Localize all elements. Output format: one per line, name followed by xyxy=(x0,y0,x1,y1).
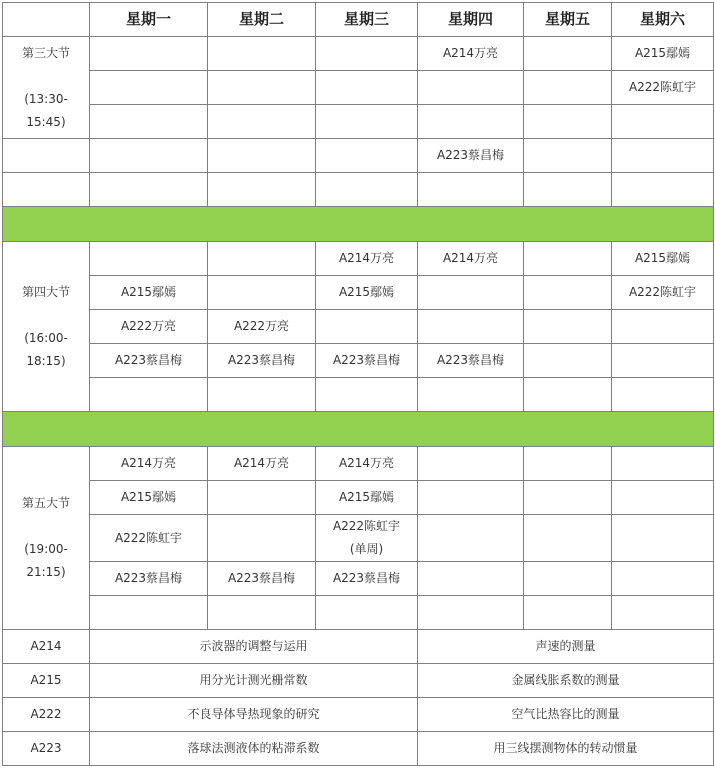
schedule-cell: A223蔡昌梅 xyxy=(90,344,208,378)
period-time-end: 15:45) xyxy=(26,114,66,129)
schedule-cell xyxy=(612,378,714,412)
table-row xyxy=(3,139,714,173)
schedule-cell: A214万亮 xyxy=(316,447,418,481)
schedule-cell xyxy=(208,37,316,71)
schedule-cell xyxy=(90,173,208,207)
experiment-name: 落球法测液体的粘滞系数 xyxy=(90,732,418,766)
schedule-cell xyxy=(90,139,208,173)
day-header-mon: 星期一 xyxy=(90,3,208,37)
schedule-cell xyxy=(524,105,612,139)
period-name: 第三大节 xyxy=(21,45,70,60)
schedule-cell xyxy=(418,378,524,412)
period-label-5 xyxy=(3,447,90,630)
section-separator xyxy=(3,207,714,242)
schedule-cell xyxy=(418,173,524,207)
schedule-cell xyxy=(208,105,316,139)
schedule-cell: A214万亮 xyxy=(90,447,208,481)
single-week-note: (单周) xyxy=(349,542,384,556)
table-row xyxy=(3,276,714,310)
schedule-cell xyxy=(208,481,316,515)
schedule-cell xyxy=(418,596,524,630)
period-label-empty xyxy=(3,173,90,207)
table-row xyxy=(3,481,714,515)
schedule-cell xyxy=(418,310,524,344)
experiment-name: 用分光计测光栅常数 xyxy=(90,664,418,698)
schedule-cell xyxy=(208,378,316,412)
period-time-end: 21:15) xyxy=(26,565,66,579)
schedule-cell: A223蔡昌梅 xyxy=(316,562,418,596)
schedule-cell xyxy=(612,344,714,378)
schedule-cell: A214万亮 xyxy=(418,37,524,71)
schedule-cell xyxy=(90,242,208,276)
table-row xyxy=(3,71,714,105)
table-row xyxy=(3,378,714,412)
schedule-cell xyxy=(524,378,612,412)
room-label: A222 xyxy=(3,698,90,732)
schedule-cell xyxy=(90,71,208,105)
schedule-cell xyxy=(524,562,612,596)
table-row xyxy=(3,515,714,562)
experiment-name: 声速的测量 xyxy=(418,630,714,664)
table-row xyxy=(3,596,714,630)
schedule-cell xyxy=(208,139,316,173)
experiment-row xyxy=(3,630,714,664)
schedule-cell: A223蔡昌梅 xyxy=(208,562,316,596)
table-row xyxy=(3,310,714,344)
schedule-cell xyxy=(524,310,612,344)
period-name: 第五大节 xyxy=(21,496,70,510)
experiment-row xyxy=(3,664,714,698)
experiment-row xyxy=(3,698,714,732)
schedule-cell xyxy=(524,481,612,515)
period-name: 第四大节 xyxy=(21,284,70,299)
schedule-cell xyxy=(612,515,714,562)
room-label: A223 xyxy=(3,732,90,766)
schedule-cell xyxy=(208,276,316,310)
table-row xyxy=(3,37,714,71)
schedule-cell xyxy=(208,515,316,562)
room-label: A215 xyxy=(3,664,90,698)
schedule-cell xyxy=(418,105,524,139)
day-header-wed: 星期三 xyxy=(316,3,418,37)
schedule-cell: A215鄢嫣 xyxy=(316,276,418,310)
schedule-cell: A222陈虹宇 xyxy=(90,515,208,562)
room-label: A214 xyxy=(3,630,90,664)
schedule-cell xyxy=(90,37,208,71)
table-row xyxy=(3,447,714,481)
day-header-fri: 星期五 xyxy=(524,3,612,37)
schedule-cell xyxy=(316,37,418,71)
schedule-cell: A214万亮 xyxy=(418,242,524,276)
schedule-cell xyxy=(524,515,612,562)
schedule-cell xyxy=(612,447,714,481)
experiment-name: 不良导体导热现象的研究 xyxy=(90,698,418,732)
period-label-empty xyxy=(3,139,90,173)
schedule-cell xyxy=(612,481,714,515)
separator-bar xyxy=(3,207,714,242)
schedule-cell xyxy=(418,276,524,310)
schedule-cell: A223蔡昌梅 xyxy=(90,562,208,596)
experiment-row xyxy=(3,732,714,766)
header-row xyxy=(3,3,714,37)
schedule-cell xyxy=(612,173,714,207)
day-header-tue: 星期二 xyxy=(208,3,316,37)
experiment-name: 用三线摆测物体的转动惯量 xyxy=(418,732,714,766)
period-label-3 xyxy=(3,37,90,139)
separator-bar xyxy=(3,412,714,447)
schedule-cell: A223蔡昌梅 xyxy=(208,344,316,378)
schedule-cell xyxy=(524,139,612,173)
table-row xyxy=(3,344,714,378)
period-time-start: (16:00- xyxy=(24,330,68,345)
schedule-cell xyxy=(208,242,316,276)
table-row xyxy=(3,105,714,139)
experiment-name: 示波器的调整与运用 xyxy=(90,630,418,664)
experiment-name: 金属线胀系数的测量 xyxy=(418,664,714,698)
schedule-cell xyxy=(90,596,208,630)
table-row xyxy=(3,242,714,276)
schedule-cell: A223蔡昌梅 xyxy=(316,344,418,378)
schedule-cell xyxy=(524,37,612,71)
schedule-cell xyxy=(316,173,418,207)
schedule-cell: A215鄢嫣 xyxy=(90,276,208,310)
schedule-cell xyxy=(208,71,316,105)
period-time-start: (19:00- xyxy=(24,542,68,556)
schedule-cell xyxy=(524,173,612,207)
schedule-cell: A214万亮 xyxy=(316,242,418,276)
period-label-4 xyxy=(3,242,90,412)
lab-schedule-table xyxy=(2,2,714,766)
table-row xyxy=(3,562,714,596)
day-header-sat: 星期六 xyxy=(612,3,714,37)
schedule-cell xyxy=(612,562,714,596)
schedule-cell xyxy=(316,596,418,630)
schedule-cell xyxy=(612,105,714,139)
section-separator xyxy=(3,412,714,447)
period-time-end: 18:15) xyxy=(26,353,66,368)
schedule-cell xyxy=(208,173,316,207)
schedule-cell: A222万亮 xyxy=(208,310,316,344)
schedule-cell: A215鄢嫣 xyxy=(612,242,714,276)
schedule-cell: A223蔡昌梅 xyxy=(418,139,524,173)
schedule-cell xyxy=(90,105,208,139)
schedule-cell: A222陈虹宇 xyxy=(612,71,714,105)
schedule-cell xyxy=(418,515,524,562)
schedule-cell xyxy=(418,71,524,105)
schedule-cell xyxy=(316,105,418,139)
schedule-cell: A215鄢嫣 xyxy=(612,37,714,71)
schedule-cell: A215鄢嫣 xyxy=(316,481,418,515)
schedule-cell xyxy=(418,562,524,596)
schedule-cell: A223蔡昌梅 xyxy=(418,344,524,378)
day-header-thu: 星期四 xyxy=(418,3,524,37)
schedule-cell xyxy=(612,310,714,344)
schedule-cell xyxy=(316,515,418,562)
schedule-cell xyxy=(316,310,418,344)
table-row xyxy=(3,173,714,207)
schedule-cell: A214万亮 xyxy=(208,447,316,481)
schedule-cell: A222陈虹宇 xyxy=(612,276,714,310)
schedule-cell xyxy=(524,596,612,630)
schedule-cell xyxy=(524,71,612,105)
experiment-name: 空气比热容比的测量 xyxy=(418,698,714,732)
schedule-cell xyxy=(316,378,418,412)
schedule-cell xyxy=(90,378,208,412)
schedule-cell xyxy=(418,447,524,481)
schedule-cell xyxy=(524,242,612,276)
schedule-cell xyxy=(524,447,612,481)
schedule-cell: A215鄢嫣 xyxy=(90,481,208,515)
period-time-start: (13:30- xyxy=(24,91,68,106)
schedule-cell xyxy=(418,481,524,515)
schedule-cell xyxy=(316,71,418,105)
schedule-cell xyxy=(316,139,418,173)
schedule-cell-text: A222陈虹宇 xyxy=(332,519,401,533)
schedule-cell: A222万亮 xyxy=(90,310,208,344)
schedule-cell xyxy=(524,344,612,378)
schedule-cell xyxy=(524,276,612,310)
schedule-cell xyxy=(612,596,714,630)
corner-cell xyxy=(3,3,90,37)
schedule-cell xyxy=(612,139,714,173)
schedule-cell xyxy=(208,596,316,630)
